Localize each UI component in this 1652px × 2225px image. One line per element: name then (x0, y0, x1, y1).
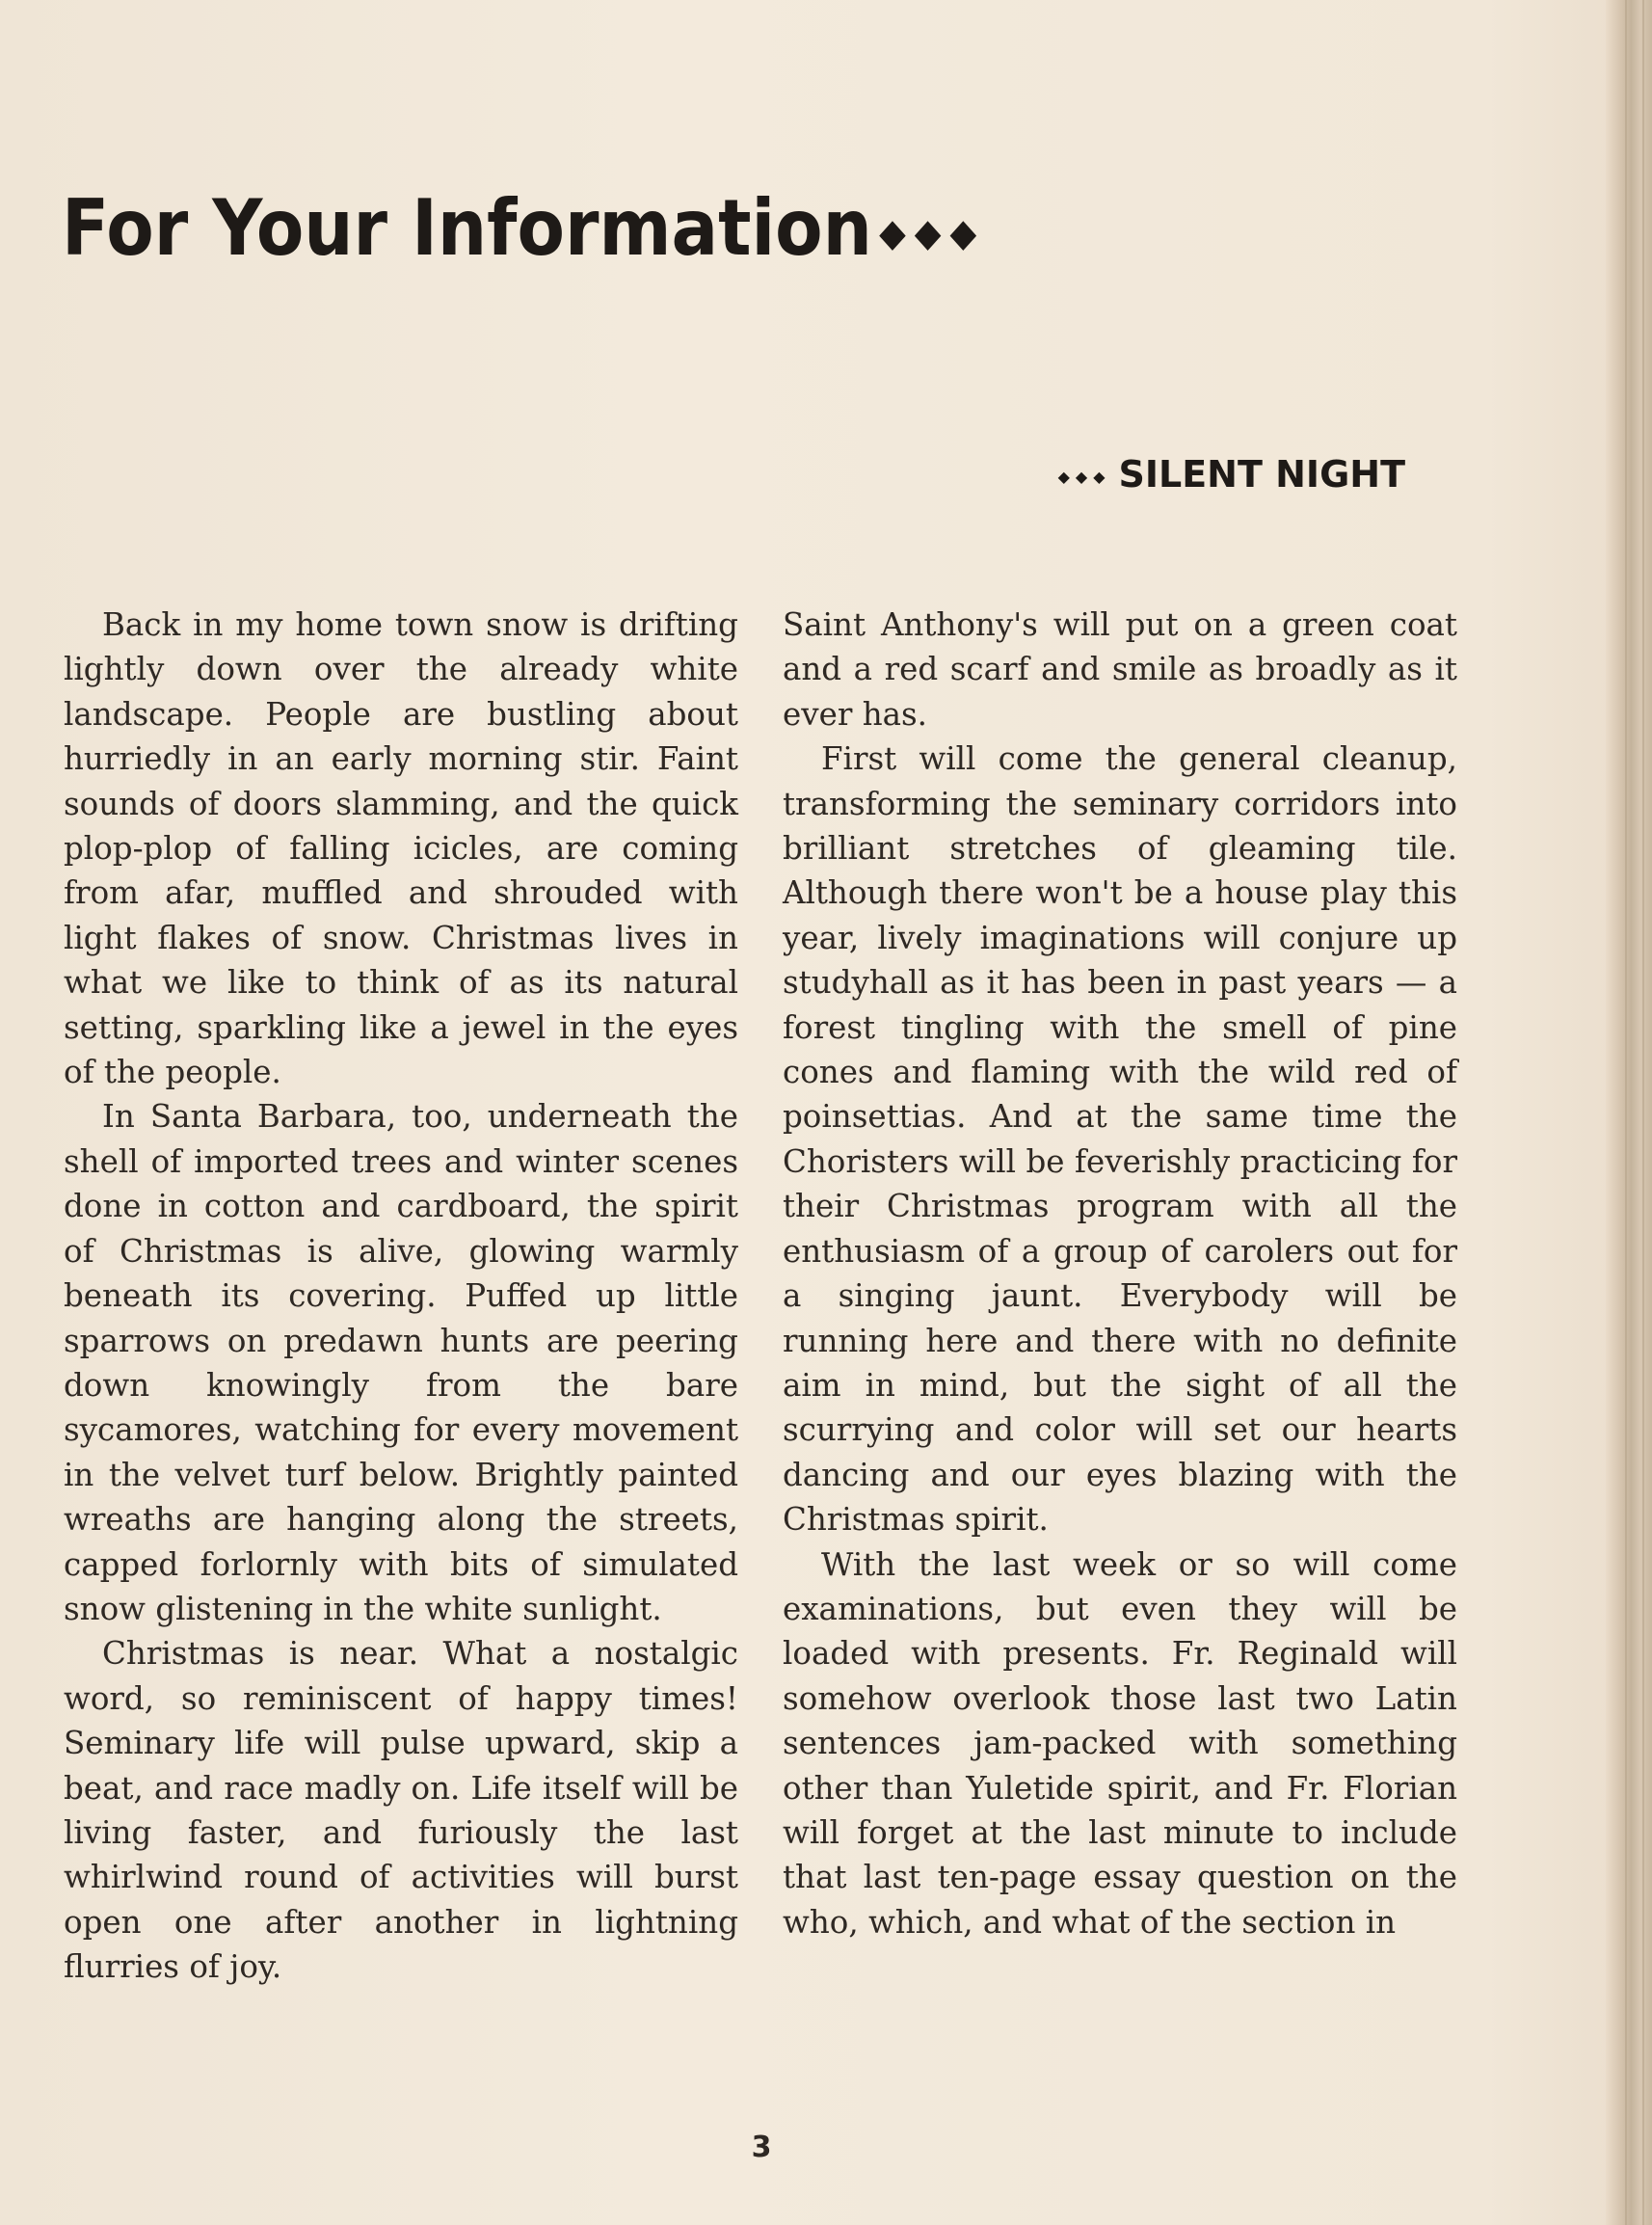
title-ornament: ◆◆◆ (879, 211, 986, 256)
binding-line (1642, 0, 1644, 2225)
page-binding-edge (1606, 0, 1652, 2225)
section-title (1058, 453, 1405, 496)
page-title (62, 183, 985, 273)
subtitle-ornament: ◆◆◆ (1057, 468, 1111, 486)
section-title-text: SILENT NIGHT (1118, 453, 1405, 496)
paragraph: Saint Anthony's will put on a green coat and a red scarf and smile as broadly as it ever has. (783, 606, 1457, 733)
paragraph: First will come the general cleanup, transforming the seminary corridors into brilliant stretches of gleaming tile. Although there won't be a house play this year, lively imaginations will conjure up studyhall as it has been in past years — a forest tingling with the smell of pine cones and flaming with the wild red of poinsettias. And at the same time the Choristers will be feverishly practicing for their Christmas program with all the enthusiasm of a group of carolers out for a singing jaunt. Everybody will be running here and there with no definite aim in mind, but the sight of all the scurrying and color will set our hearts dancing and our eyes blazing with the Christmas spirit. (783, 740, 1457, 1539)
paragraph: In Santa Barbara, too, underneath the shell of imported trees and winter scenes done in cotton and cardboard, the spirit of Christmas is alive, glowing warmly beneath its covering. Puffed up little sparrows on predawn hunts are peering down knowingly from the bare sycamores, watching for every movement in the velvet turf below. Brightly painted wreaths are hanging along the streets, capped forlornly with bits of simulated snow glistening in the white sunlight. (64, 1098, 738, 1627)
page-title-text: For Your Information (62, 183, 872, 273)
left-column (64, 603, 738, 1990)
paragraph: Back in my home town snow is drifting lightly down over the already white landscape. People are bustling about hurriedly in an early morning stir. Faint sounds of doors slamming, and the quick plop-plop of falling icicles, are coming from afar, muffled and shrouded with light flakes of snow. Christmas lives in what we like to think of as its natural setting, sparkling like a jewel in the eyes of the people. (64, 606, 738, 1091)
page-number: 3 (751, 2131, 772, 2164)
paragraph: Christmas is near. What a nostalgic word, so reminiscent of happy times! Seminary life will pulse upward, skip a beat, and race madly on. Life itself will be living faster, and furiously the last whirlwind round of activities will burst open one after another in lightning flurries of joy. (64, 1635, 738, 1986)
binding-line (1625, 0, 1627, 2225)
right-column (783, 603, 1457, 1944)
paragraph: With the last week or so will come examinations, but even they will be loaded with presents. Fr. Reginald will somehow overlook those last two Latin sentences jam-packed with something other than Yuletide spirit, and Fr. Florian will forget at the last minute to include that last ten-page essay question on the who, which, and what of the section in (783, 1545, 1457, 1941)
